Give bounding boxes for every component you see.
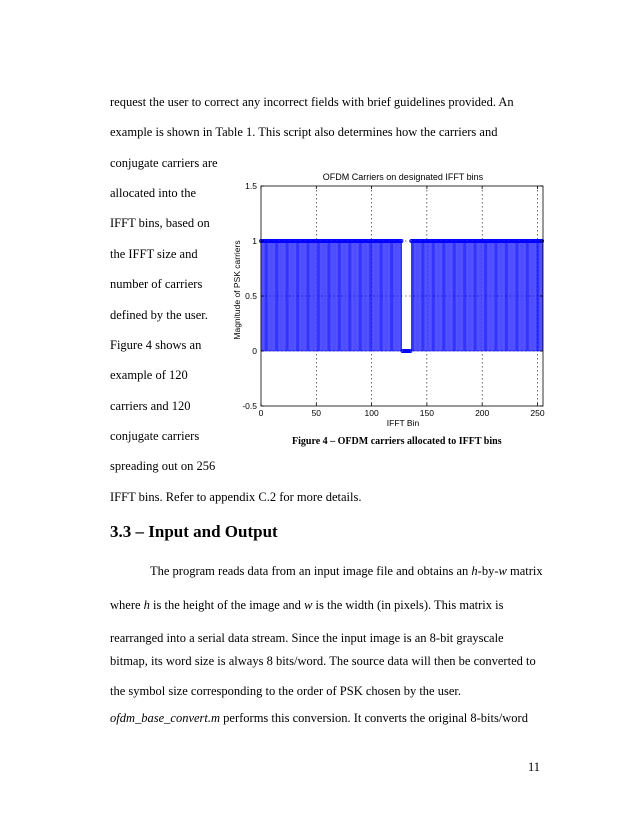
- paragraph1-line-2: example is shown in Table 1. This script also determines how the carriers and: [110, 125, 498, 139]
- paragraph1-line-7: number of carriers: [110, 277, 203, 291]
- paragraph2-line-2: [110, 597, 503, 613]
- page-number: 11: [528, 760, 541, 774]
- paragraph1-line-5: IFFT bins, based on: [110, 216, 210, 230]
- p2-l6-filename: ofdm_base_convert.m: [110, 711, 221, 725]
- y-tick-label: 1: [252, 236, 257, 246]
- p2-l1-text-a: The program reads data from an input image file and obtains an: [150, 564, 472, 578]
- figure-4: [228, 166, 558, 432]
- x-tick-label: 250: [530, 408, 545, 418]
- paragraph1-line-8: defined by the user.: [110, 308, 208, 322]
- paragraph2-line-4: bitmap, its word size is always 8 bits/word. The source data will then be converted to: [110, 654, 536, 668]
- p2-l1-h: h: [471, 564, 478, 578]
- paragraph1-line-10: example of 120: [110, 368, 188, 382]
- p2-l2-w: w: [304, 598, 313, 612]
- y-axis-label: Magnitude of PSK carriers: [232, 240, 242, 340]
- paragraph1-line-14: IFFT bins. Refer to appendix C.2 for more details.: [110, 490, 362, 504]
- p2-l2-h: h: [143, 598, 150, 612]
- y-tick-label: 0: [252, 346, 257, 356]
- paragraph1-line-6: the IFFT size and: [110, 247, 198, 261]
- p2-l2-text-a: where: [110, 598, 144, 612]
- paragraph2-line-3: rearranged into a serial data stream. Since the input image is an 8-bit grayscale: [110, 631, 504, 645]
- paragraph1-line-4: allocated into the: [110, 186, 197, 200]
- p2-l6-text: performs this conversion. It converts the original 8-bits/word: [220, 711, 528, 725]
- paragraph1-line-12: conjugate carriers: [110, 429, 200, 443]
- paragraph2-line-6: [110, 710, 528, 726]
- paragraph1-line-13: spreading out on 256: [110, 459, 216, 473]
- x-tick-label: 0: [258, 408, 264, 418]
- y-tick-label: -0.5: [242, 401, 257, 411]
- paragraph1-line-11: carriers and 120: [110, 399, 191, 413]
- x-tick-label: 200: [475, 408, 490, 418]
- x-tick-label: 150: [419, 408, 434, 418]
- y-tick-label: 0.5: [245, 291, 257, 301]
- section-heading: 3.3 – Input and Output: [110, 522, 278, 541]
- p2-l1-text-b: -by-: [477, 564, 499, 578]
- p2-l1-w: w: [498, 564, 507, 578]
- x-tick-label: 100: [364, 408, 379, 418]
- paragraph2-line-5: the symbol size corresponding to the order of PSK chosen by the user.: [110, 684, 461, 698]
- paragraph1-line-9: Figure 4 shows an: [110, 338, 202, 352]
- paragraph1-line-3: conjugate carriers are: [110, 156, 218, 170]
- x-tick-label: 50: [311, 408, 322, 418]
- chart-title: OFDM Carriers on designated IFFT bins: [322, 172, 484, 182]
- paragraph1-line-1: request the user to correct any incorrect fields with brief guidelines provided. An: [110, 95, 514, 109]
- figure-caption: Figure 4 – OFDM carriers allocated to IFFT bins: [292, 436, 502, 447]
- p2-l1-text-c: matrix: [506, 564, 543, 578]
- x-axis-label: IFFT Bin: [386, 418, 420, 428]
- ofdm-carriers-chart: [228, 166, 558, 432]
- p2-l2-text-c: is the width (in pixels). This matrix is: [312, 598, 504, 612]
- p2-l2-text-b: is the height of the image and: [149, 598, 305, 612]
- paragraph2-line-1: [150, 563, 543, 579]
- y-tick-label: 1.5: [245, 181, 257, 191]
